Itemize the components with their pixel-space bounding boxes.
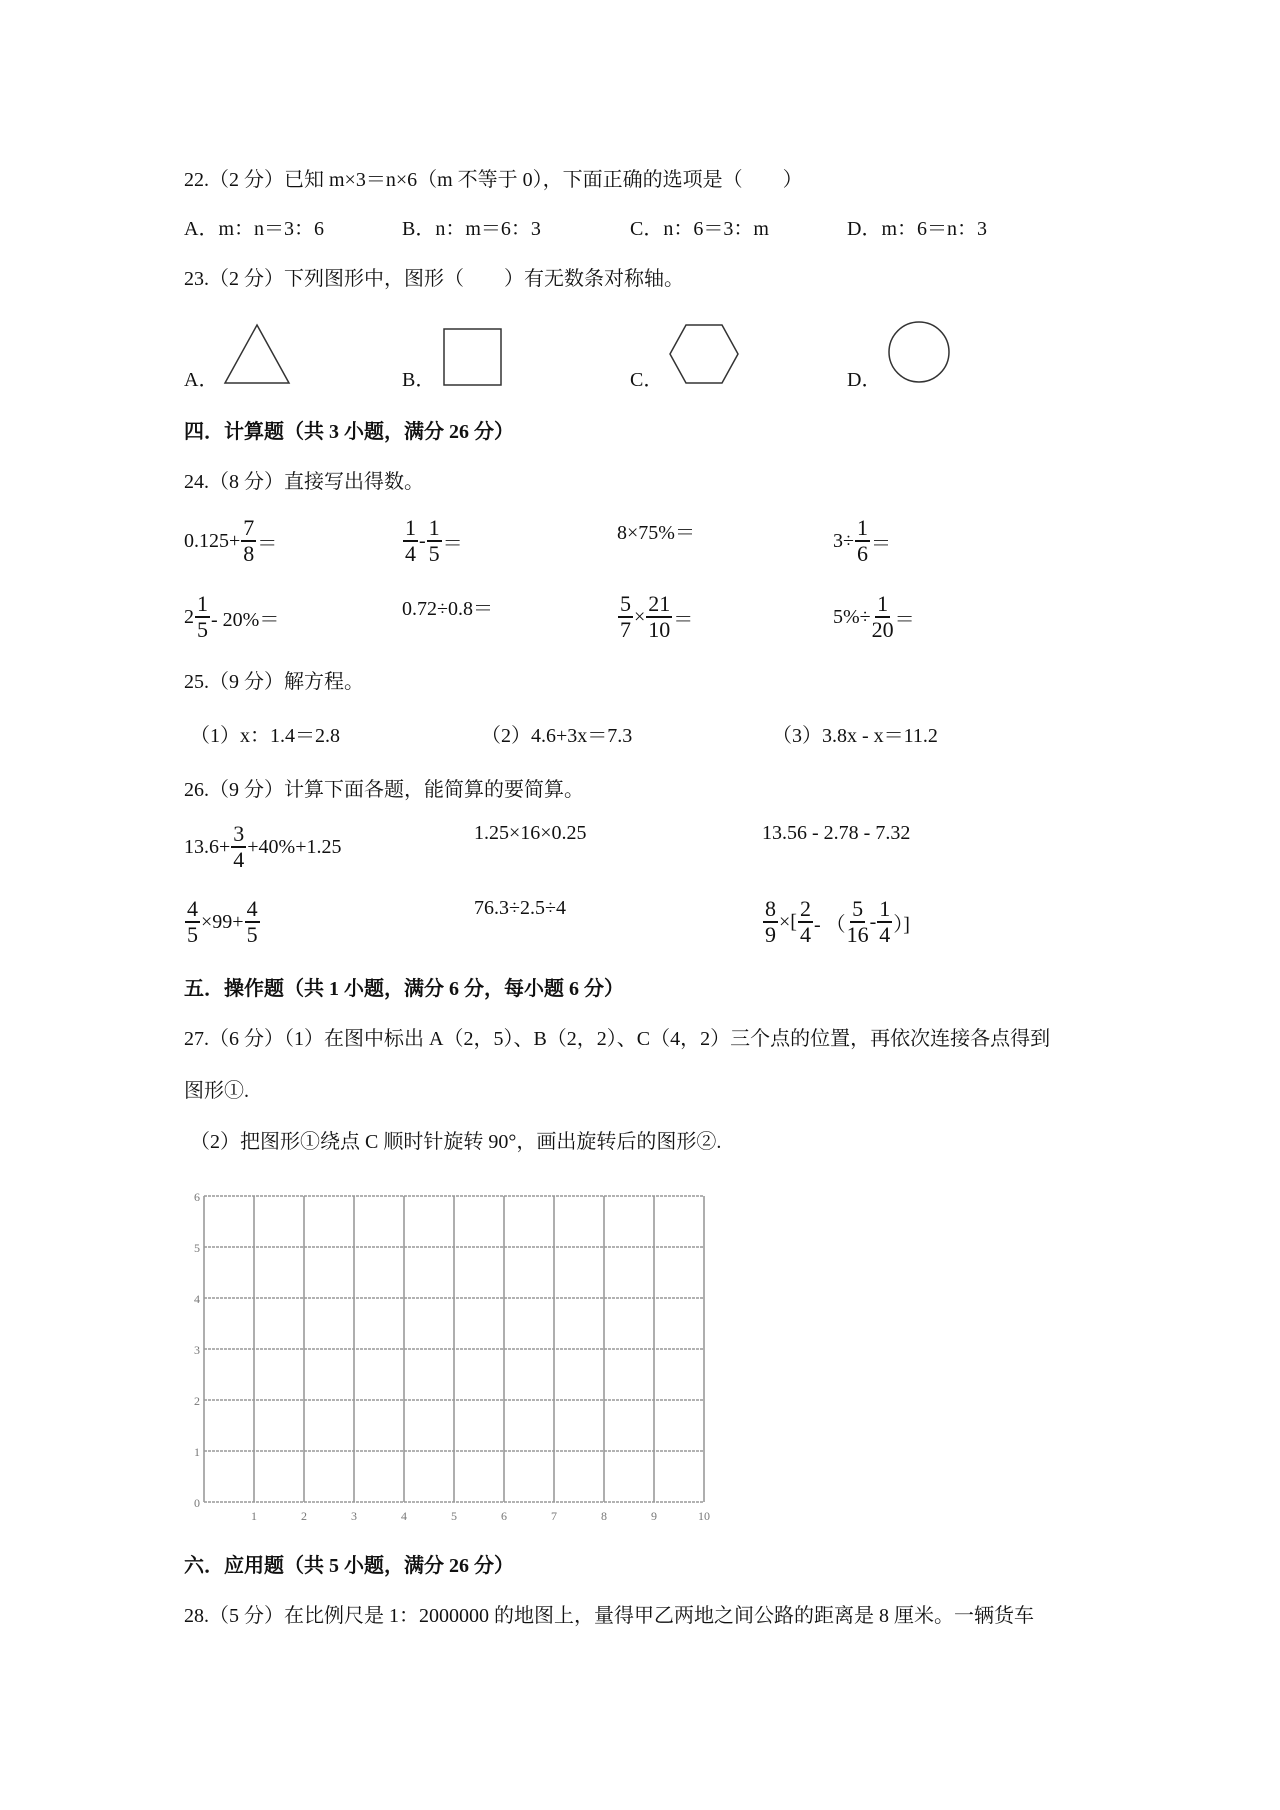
fraction: [231, 822, 246, 872]
expr-text: ×99+: [201, 910, 244, 933]
q24-item: [617, 592, 693, 642]
numerator: 4: [246, 896, 258, 921]
x-tick-label: 4: [401, 1509, 407, 1523]
expr-text: 13.56 - 2.78 - 7.32: [762, 822, 911, 844]
q26-stem: 26.（9 分）计算下面各题，能简算的要简算。: [184, 779, 584, 801]
y-tick-label: 2: [194, 1394, 200, 1408]
x-tick-label: 10: [698, 1509, 710, 1523]
expr-text: ＝: [673, 608, 694, 631]
q24-item: [833, 516, 891, 566]
q22-option-c: C．n：6＝3：m: [630, 218, 769, 240]
q28-stem: 28.（5 分）在比例尺是 1：2000000 的地图上，量得甲乙两地之间公路的距离是 8 厘米。一辆货车: [184, 1605, 1034, 1627]
q26-item: [474, 822, 587, 845]
q26-item: [762, 822, 910, 845]
expr-text: 76.3÷2.5÷4: [474, 897, 566, 919]
expr-text: -: [419, 529, 426, 552]
x-tick-label: 7: [551, 1509, 557, 1523]
q27-line1: 27.（6 分）（1）在图中标出 A（2，5）、B（2，2）、C（4，2）三个点的位置，再依次连接各点得到: [184, 1028, 1051, 1050]
q25-equation-1: （1）x：1.4＝2.8: [190, 725, 340, 747]
q22-option-a: A．m：n＝3：6: [184, 218, 324, 240]
denominator: 5: [246, 922, 258, 947]
q24-stem: 24.（8 分）直接写出得数。: [184, 471, 424, 493]
fraction: [872, 592, 894, 642]
numerator: 5: [852, 896, 864, 921]
q23-stem: 23.（2 分）下列图形中，图形（ ）有无数条对称轴。: [184, 268, 684, 290]
x-tick-label: 2: [301, 1509, 307, 1523]
q24-item: [402, 592, 493, 621]
q23-option-c: C．: [630, 369, 664, 391]
x-tick-label: 6: [501, 1509, 507, 1523]
expr-text: ＝: [257, 532, 278, 555]
x-tick-label: 8: [601, 1509, 607, 1523]
numerator: 1: [856, 515, 868, 540]
numerator: 1: [405, 515, 416, 540]
q26-item: [762, 897, 910, 947]
expr-text: 3÷: [833, 529, 854, 552]
numerator: 21: [648, 591, 671, 616]
numerator: 4: [187, 896, 198, 921]
fraction: [185, 897, 200, 947]
expr-text: ）]: [893, 913, 910, 936]
fraction: [195, 592, 210, 642]
denominator: 9: [765, 922, 776, 947]
x-tick-label: 9: [651, 1509, 657, 1523]
x-tick-label: 5: [451, 1509, 457, 1523]
denominator: 10: [648, 617, 671, 642]
numerator: 5: [620, 591, 631, 616]
q23-option-d: D．: [847, 369, 882, 391]
expr-text: -: [869, 910, 877, 933]
numerator: 1: [879, 896, 891, 921]
expr-text: ×[: [779, 910, 797, 933]
q22-option-d: D．m：6＝n：3: [847, 218, 987, 240]
fraction: [798, 897, 813, 947]
q27-line3: （2）把图形①绕点 C 顺时针旋转 90°，画出旋转后的图形②.: [190, 1131, 722, 1153]
q24-item: [833, 592, 915, 642]
y-tick-label: 3: [194, 1343, 200, 1357]
denominator: 5: [197, 617, 208, 642]
q27-line2: 图形①.: [184, 1080, 249, 1102]
fraction: [763, 897, 778, 947]
q23-option-b: B．: [402, 369, 436, 391]
fraction: [427, 516, 442, 566]
q24-item: [184, 592, 279, 642]
y-tick-label: 1: [194, 1445, 200, 1459]
q25-equation-2: （2）4.6+3x＝7.3: [481, 725, 633, 747]
expr-text: 2: [184, 605, 194, 628]
numerator: 2: [799, 896, 811, 921]
x-tick-label: 3: [351, 1509, 357, 1523]
q26-item: [474, 897, 566, 920]
fraction: [877, 897, 892, 947]
q26-item: [184, 897, 261, 947]
q25-stem: 25.（9 分）解方程。: [184, 671, 364, 693]
expr-text: +40%+1.25: [247, 835, 342, 858]
numerator: 1: [197, 591, 208, 616]
denominator: 5: [428, 541, 440, 566]
expr-text: 8×75%＝: [617, 522, 695, 544]
expr-text: 0.125+: [184, 529, 241, 552]
expr-text: 5%÷: [833, 605, 871, 628]
fraction: [646, 592, 672, 642]
expr-text: - 20%＝: [211, 608, 280, 631]
q24-item: [617, 516, 695, 545]
denominator: 5: [187, 922, 198, 947]
denominator: 4: [233, 847, 245, 872]
section-4-heading: 四．计算题（共 3 小题，满分 26 分）: [184, 421, 514, 443]
denominator: 8: [243, 541, 255, 566]
expr-text: ＝: [894, 608, 915, 631]
hexagon-shape: [668, 322, 740, 386]
expr-text: - （: [813, 913, 846, 936]
section-6-heading: 六．应用题（共 5 小题，满分 26 分）: [184, 1555, 514, 1577]
q26-item: [184, 822, 342, 872]
q23-option-a: A．: [184, 369, 219, 391]
fraction: [245, 897, 260, 947]
fraction: [241, 516, 256, 566]
denominator: 16: [846, 922, 869, 947]
expr-text: ＝: [442, 532, 463, 555]
expr-text: 0.72÷0.8＝: [402, 598, 493, 620]
x-tick-label: 1: [251, 1509, 257, 1523]
fraction: [618, 592, 633, 642]
denominator: 4: [879, 922, 891, 947]
expr-text: ＝: [870, 532, 891, 555]
numerator: 1: [428, 515, 440, 540]
coordinate-grid: [190, 1186, 720, 1526]
q25-equation-3: （3）3.8x - x＝11.2: [772, 725, 938, 747]
numerator: 8: [765, 896, 776, 921]
q24-item: [184, 516, 277, 566]
y-tick-label: 4: [194, 1292, 200, 1306]
q24-item: [402, 516, 463, 566]
denominator: 4: [799, 922, 811, 947]
circle-shape: [886, 319, 952, 385]
numerator: 7: [243, 515, 255, 540]
denominator: 20: [871, 617, 894, 642]
fraction: [855, 516, 870, 566]
section-5-heading: 五．操作题（共 1 小题，满分 6 分，每小题 6 分）: [184, 978, 624, 1000]
denominator: 4: [405, 541, 416, 566]
y-tick-label: 6: [194, 1190, 200, 1204]
expr-text: 1.25×16×0.25: [474, 822, 587, 844]
fraction: [403, 516, 418, 566]
square-shape: [442, 327, 504, 387]
triangle-shape: [222, 322, 292, 386]
q22-stem: 22.（2 分）已知 m×3＝n×6（m 不等于 0），下面正确的选项是（ ）: [184, 169, 803, 191]
fraction: [847, 897, 869, 947]
expr-text: ×: [634, 605, 646, 628]
y-tick-label: 0: [194, 1496, 200, 1510]
y-tick-label: 5: [194, 1241, 200, 1255]
numerator: 1: [877, 591, 889, 616]
expr-text: 13.6+: [184, 835, 231, 858]
denominator: 7: [620, 617, 631, 642]
numerator: 3: [233, 821, 245, 846]
denominator: 6: [856, 541, 868, 566]
q22-option-b: B．n：m＝6：3: [402, 218, 541, 240]
